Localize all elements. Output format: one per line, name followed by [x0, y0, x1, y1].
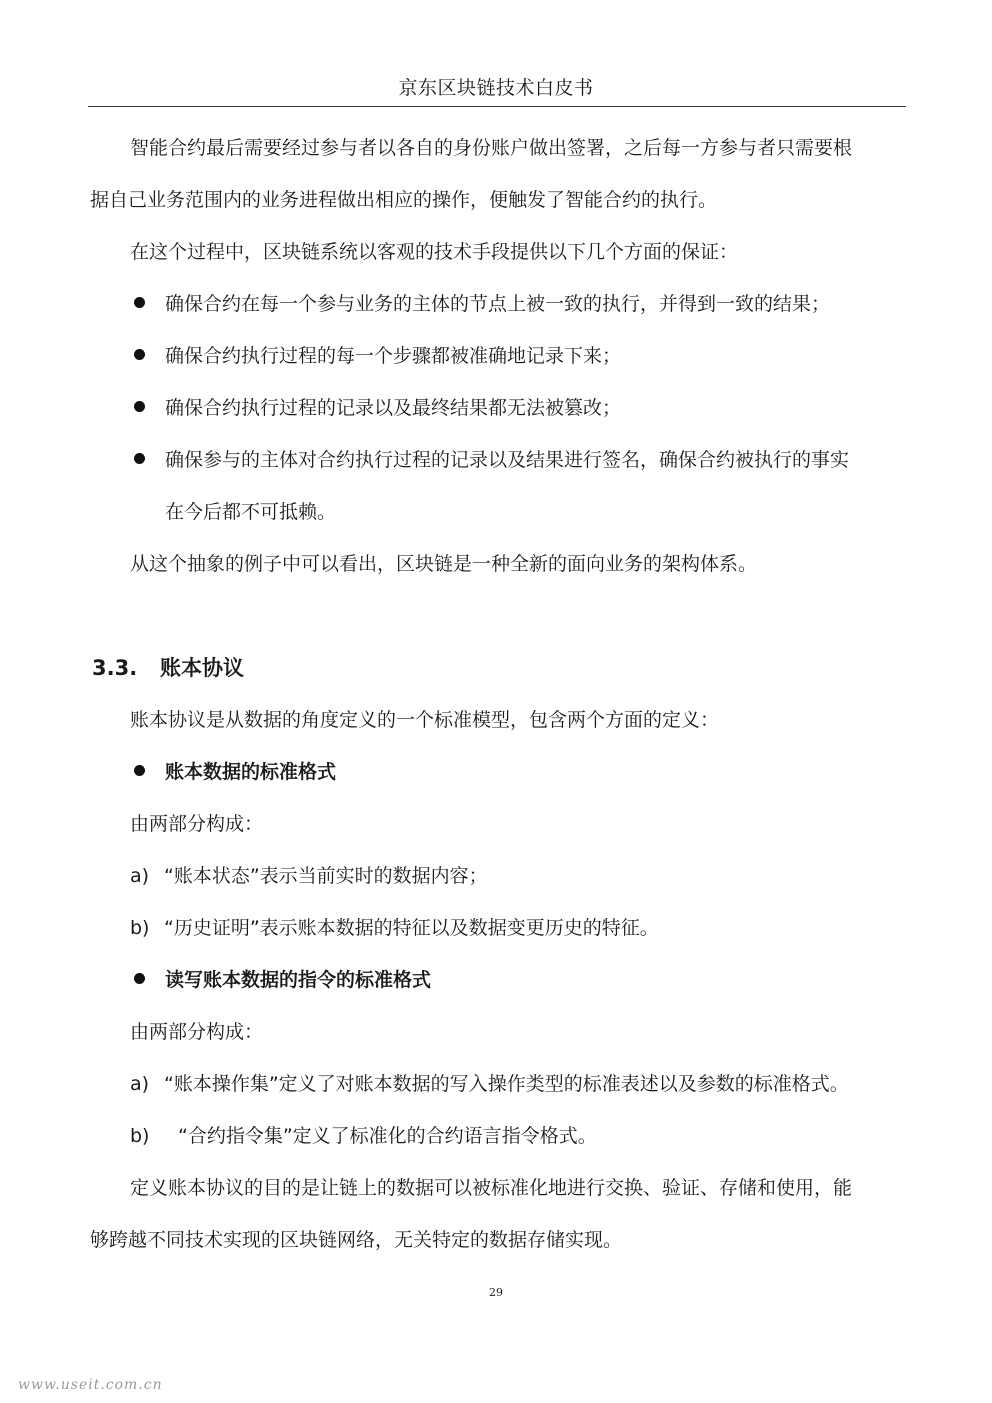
- watermark-text: www.useit.com.cn: [18, 1377, 163, 1393]
- paragraph-line: 据自己业务范围内的业务进程做出相应的操作，便触发了智能合约的执行。: [90, 189, 718, 211]
- paragraph-line: 够跨越不同技术实现的区块链网络，无关特定的数据存储实现。: [90, 1229, 623, 1251]
- section-title: 账本协议: [160, 656, 244, 680]
- subsection-heading: 账本数据的标准格式: [165, 761, 337, 783]
- list-marker: a): [130, 865, 150, 887]
- list-item: “历史证明”表示账本数据的特征以及数据变更历史的特征。: [164, 917, 659, 939]
- paragraph-line: 由两部分构成：: [130, 1021, 264, 1043]
- header-divider: [88, 106, 906, 107]
- bullet-item: 确保合约在每一个参与业务的主体的节点上被一致的执行，并得到一致的结果；: [165, 293, 831, 315]
- paragraph-line: 智能合约最后需要经过参与者以各自的身份账户做出签署，之后每一方参与者只需要根: [130, 137, 853, 159]
- list-item: “合约指令集”定义了标准化的合约语言指令格式。: [178, 1125, 597, 1147]
- bullet-icon: [134, 297, 145, 308]
- list-marker: a): [130, 1073, 150, 1095]
- bullet-icon: [134, 765, 145, 776]
- paragraph-line: 从这个抽象的例子中可以看出，区块链是一种全新的面向业务的架构体系。: [130, 553, 758, 575]
- document-header-title: 京东区块链技术白皮书: [398, 77, 594, 99]
- paragraph-line: 账本协议是从数据的角度定义的一个标准模型，包含两个方面的定义：: [130, 709, 720, 731]
- bullet-item: 确保合约执行过程的记录以及最终结果都无法被篡改；: [165, 397, 622, 419]
- bullet-icon: [134, 401, 145, 412]
- bullet-icon: [134, 973, 145, 984]
- list-item: “账本状态”表示当前实时的数据内容；: [164, 865, 488, 887]
- section-heading: [92, 654, 244, 682]
- paragraph-line: 定义账本协议的目的是让链上的数据可以被标准化地进行交换、验证、存储和使用，能: [130, 1177, 853, 1199]
- bullet-icon: [134, 349, 145, 360]
- bullet-icon: [134, 453, 145, 464]
- section-number: 3.3.: [92, 656, 138, 680]
- paragraph-line: 在这个过程中，区块链系统以客观的技术手段提供以下几个方面的保证：: [130, 241, 739, 263]
- list-marker: b): [130, 917, 150, 939]
- list-marker: b): [130, 1125, 150, 1147]
- subsection-heading: 读写账本数据的指令的标准格式: [165, 969, 432, 991]
- list-item: “账本操作集”定义了对账本数据的写入操作类型的标准表述以及参数的标准格式。: [164, 1073, 849, 1095]
- bullet-item: 确保合约执行过程的每一个步骤都被准确地记录下来；: [165, 345, 622, 367]
- bullet-item: 确保参与的主体对合约执行过程的记录以及结果进行签名，确保合约被执行的事实: [165, 449, 850, 471]
- paragraph-line: 由两部分构成：: [130, 813, 264, 835]
- bullet-item-continuation: 在今后都不可抵赖。: [165, 501, 337, 523]
- page-number: 29: [489, 1286, 503, 1299]
